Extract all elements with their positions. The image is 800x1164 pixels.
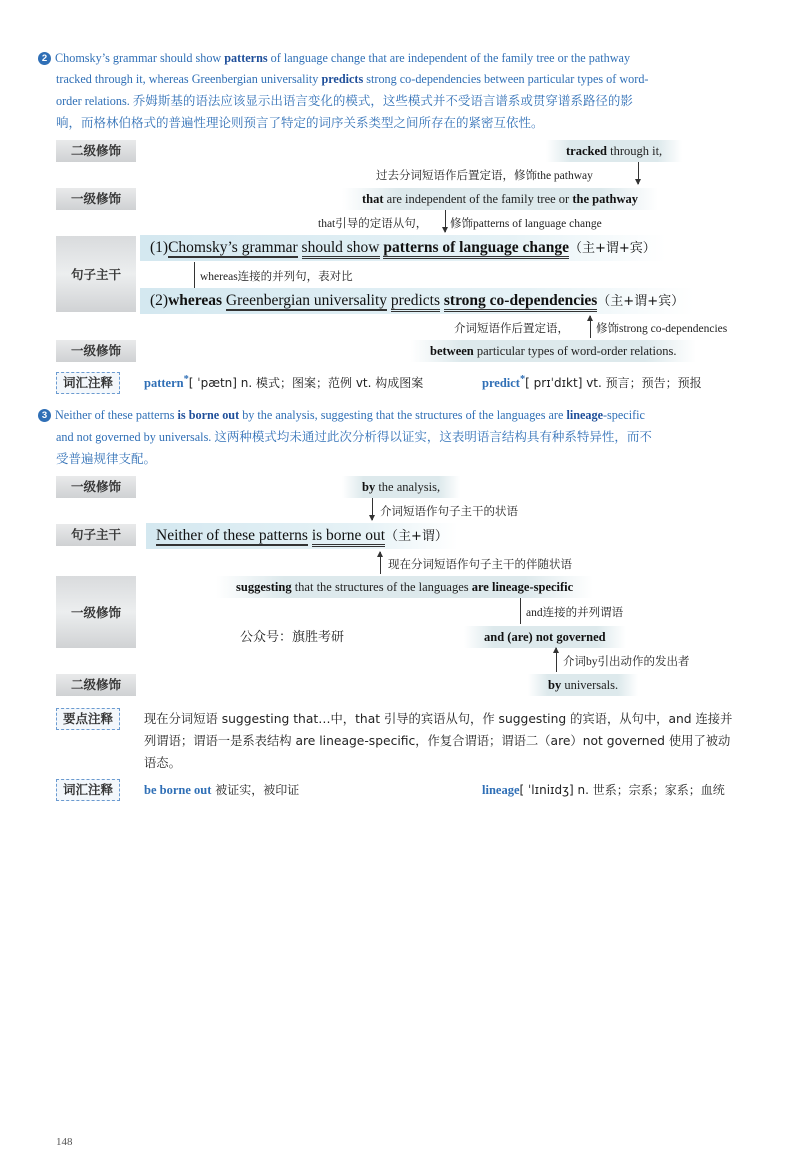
arrow-between (590, 316, 591, 338)
key-points-line-3: 语态。 (144, 756, 181, 770)
suggesting-phrase: suggesting that the structures of the languages are lineage-specific (216, 576, 593, 598)
subject-1: Chomsky’s grammar (168, 239, 298, 256)
vocab-lineage: lineage[ ˈlɪniɪdʒ] n. 世系；宗系；家系；血统 (482, 783, 725, 797)
note-between-a: 介词短语作后置定语， (454, 323, 569, 335)
sentence-number-badge: 2 (38, 52, 51, 65)
label-sentence-trunk-2: 句子主干 (56, 524, 136, 546)
note-tracked: 过去分词短语作后置定语，修饰the pathway (376, 170, 593, 182)
label-vocabulary-2: 词汇注释 (56, 779, 120, 801)
arrow-tracked (638, 162, 639, 184)
key-points-line-1: 现在分词短语 suggesting that…中，that 引导的宾语从句，作 suggesting 的宾语，从句中，and 连接并 (144, 712, 733, 726)
label-vocabulary-1: 词汇注释 (56, 372, 120, 394)
predicate-1: should show (302, 239, 380, 259)
between-phrase: between particular types of word-order relations. (410, 340, 696, 362)
sentence-2-line-2: tracked through it, whereas Greenbergian universality predicts strong co-dependencies between particular types of word- (56, 72, 649, 86)
subject-3: Neither of these patterns (156, 527, 308, 544)
main-clause-3: Neither of these patterns is borne out（主+谓） (146, 523, 458, 549)
sentence-2-line-4: 响，而格林伯格式的普遍性理论则预言了特定的词序关系类型之间所存在的紧密互依性。 (56, 115, 544, 130)
label-primary-modifier-mid-2: 一级修饰 (56, 576, 136, 648)
sentence-2-line-1: 2 Chomsky’s grammar should show patterns of language change that are independent of the family tree or the pathway (38, 48, 768, 69)
connector-whereas (194, 262, 195, 288)
by-universals-phrase: by universals. (528, 674, 638, 696)
sentence-number-badge: 3 (38, 409, 51, 422)
main-clause-2: (2)whereas Greenbergian universality predicts strong co-dependencies（主+谓+宾） (140, 288, 694, 314)
sentence-2-line-3: order relations. 乔姆斯基的语法应该显示出语言变化的模式，这些模式并不受语言谱系或贯穿谱系路径的影 (56, 93, 633, 108)
predicate-2: predicts (391, 292, 440, 312)
note-between-b: 修饰strong co-dependencies (596, 323, 728, 335)
connector-and (520, 598, 521, 624)
vocab-pattern: pattern*[ ˈpætn] n. 模式；图案；范例 vt. 构成图案 (144, 374, 424, 391)
label-primary-modifier-top-2: 一级修饰 (56, 476, 136, 498)
tracked-phrase: tracked through it, (546, 140, 682, 162)
note-that-a: that引导的定语从句， (318, 218, 428, 230)
note-by: 介词短语作句子主干的状语 (380, 506, 518, 518)
label-secondary-modifier-2: 二级修饰 (56, 674, 136, 696)
note-whereas: whereas连接的并列句，表对比 (200, 271, 353, 283)
sentence-3-line-2: and not governed by universals. 这两种模式均未通过此次分析得以证实，这表明语言结构具有种系特异性，而不 (56, 429, 652, 444)
vocab-predict: predict*[ prɪˈdɪkt] vt. 预言；预告；预报 (482, 374, 702, 391)
sentence-3-paragraph (38, 405, 768, 469)
label-key-points: 要点注释 (56, 708, 120, 730)
page-number: 148 (56, 1136, 73, 1148)
sentence-3-line-3: 受普遍规律支配。 (56, 451, 157, 466)
key-points-text (144, 708, 764, 774)
object-2: strong co-dependencies (444, 292, 597, 312)
and-not-governed-phrase: and (are) not governed (464, 626, 626, 648)
watermark-text: 公众号：旗胜考研 (240, 630, 345, 645)
arrow-by-universals (556, 648, 557, 672)
sentence-2-paragraph (38, 48, 768, 133)
that-clause: that are independent of the family tree or the pathway (342, 188, 658, 210)
note-by-universals: 介词by引出动作的发出者 (563, 656, 690, 668)
sentence-3-line-1: 3 Neither of these patterns is borne out by the analysis, suggesting that the structures of the languages are lineage-specific (38, 405, 768, 426)
arrow-that (445, 210, 446, 232)
label-sentence-trunk-1: 句子主干 (56, 236, 136, 312)
by-analysis-phrase: by the analysis, (342, 476, 460, 498)
label-primary-modifier-bottom: 一级修饰 (56, 340, 136, 362)
note-that-b: 修饰patterns of language change (450, 218, 602, 230)
subject-2: Greenbergian universality (225, 292, 388, 309)
main-clause-1: (1)Chomsky’s grammar should show patterns of language change（主+谓+宾） (140, 235, 666, 261)
key-points-line-2: 列谓语；谓语一是系表结构 are lineage-specific，作复合谓语；谓语二（are）not governed 使用了被动 (144, 734, 731, 748)
arrow-by (372, 498, 373, 520)
note-suggesting: 现在分词短语作句子主干的伴随状语 (388, 559, 572, 571)
arrow-suggesting (380, 552, 381, 574)
label-secondary-modifier: 二级修饰 (56, 140, 136, 162)
note-and: and连接的并列谓语 (526, 607, 624, 619)
vocab-be-borne-out: be borne out 被证实，被印证 (144, 783, 300, 797)
label-primary-modifier-top: 一级修饰 (56, 188, 136, 210)
object-1: patterns of language change (383, 239, 569, 259)
predicate-3: is borne out (312, 527, 385, 547)
